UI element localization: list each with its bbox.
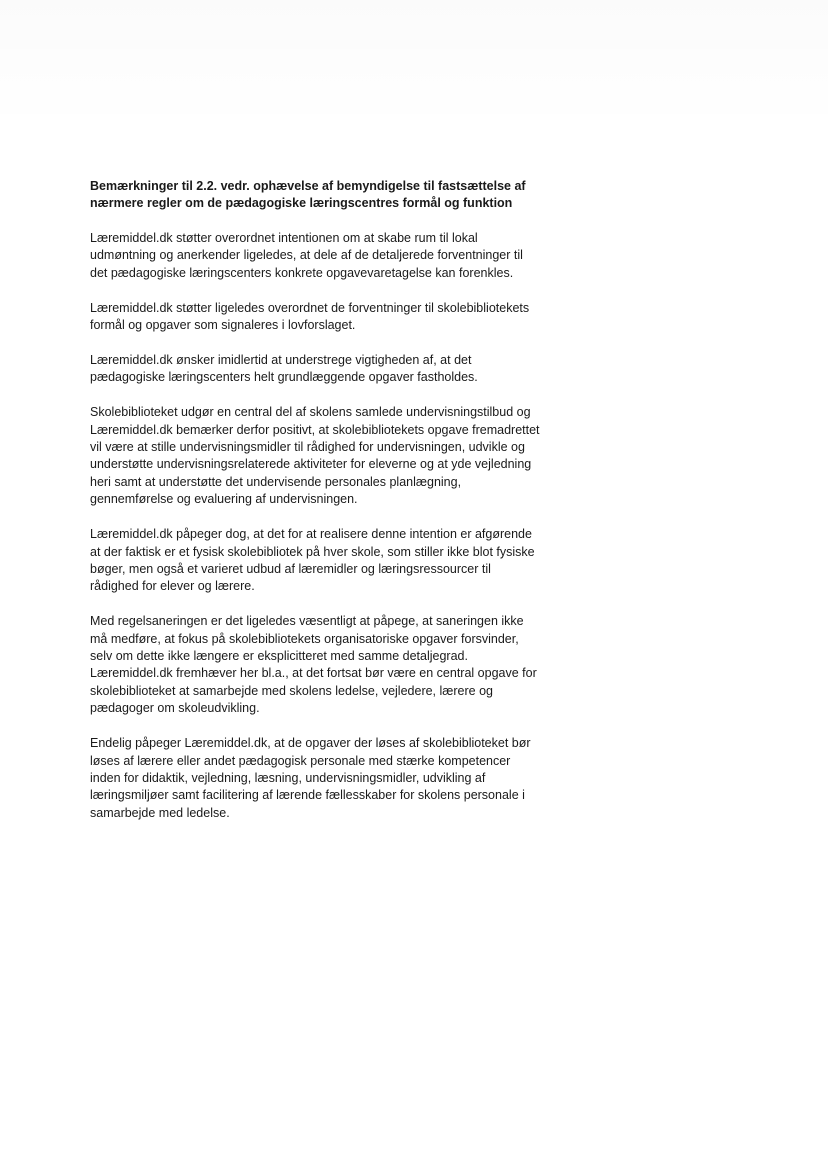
paragraph-intention bbox=[90, 230, 590, 282]
paragraph-regulation bbox=[90, 613, 590, 717]
paragraph-school-library bbox=[90, 404, 590, 508]
paragraph-line: udmøntning og anerkender ligeledes, at dele af de detaljerede forventninger til bbox=[90, 248, 523, 263]
paragraph-line: formål og opgaver som signaleres i lovforslaget. bbox=[90, 317, 356, 332]
paragraph-line: Læremiddel.dk bemærker derfor positivt, at skolebibliotekets opgave fremadrettet bbox=[90, 422, 540, 437]
scan-shading bbox=[0, 0, 828, 130]
paragraph-line: Læremiddel.dk fremhæver her bl.a., at det fortsat bør være en central opgave for bbox=[90, 666, 537, 681]
paragraph-line: samarbejde med ledelse. bbox=[90, 805, 230, 820]
paragraph-line: Læremiddel.dk ønsker imidlertid at understrege vigtigheden af, at det bbox=[90, 352, 472, 367]
paragraph-line: understøtte undervisningsrelaterede aktiviteter for eleverne og at yde vejledning bbox=[90, 457, 532, 472]
paragraph-line: selv om dette ikke længere er eksplicitteret med samme detaljegrad. bbox=[90, 649, 468, 664]
paragraph-line: at der faktisk er et fysisk skolebibliotek på hver skole, som stiller ikke blot fysiske bbox=[90, 544, 535, 559]
paragraph-physical-library bbox=[90, 526, 590, 596]
paragraph-line: gennemførelse og evaluering af undervisningen. bbox=[90, 492, 358, 507]
paragraph-staff-competence bbox=[90, 735, 590, 822]
paragraph-line: løses af lærere eller andet pædagogisk personale med stærke kompetencer bbox=[90, 753, 511, 768]
paragraph-line: inden for didaktik, vejledning, læsning, undervisningsmidler, udvikling af bbox=[90, 770, 486, 785]
paragraph-line: det pædagogiske læringscenters konkrete opgavevaretagelse kan forenkles. bbox=[90, 265, 514, 280]
paragraph-line: Med regelsaneringen er det ligeledes væsentligt at påpege, at saneringen ikke bbox=[90, 614, 524, 629]
paragraph-line: pædagogiske læringscenters helt grundlæggende opgaver fastholdes. bbox=[90, 370, 478, 385]
paragraph-line: Endelig påpeger Læremiddel.dk, at de opgaver der løses af skolebiblioteket bør bbox=[90, 736, 531, 751]
paragraph-line: rådighed for elever og lærere. bbox=[90, 579, 255, 594]
paragraph-line: må medføre, at fokus på skolebibliotekets organisatoriske opgaver forsvinder, bbox=[90, 631, 519, 646]
paragraph-core-tasks bbox=[90, 352, 590, 387]
heading-line: nærmere regler om de pædagogiske læringscentres formål og funktion bbox=[90, 196, 513, 211]
heading-line: Bemærkninger til 2.2. vedr. ophævelse af bemyndigelse til fastsættelse af bbox=[90, 179, 526, 193]
section-heading bbox=[90, 178, 590, 213]
paragraph-line: heri samt at understøtte det undervisende personales planlægning, bbox=[90, 474, 462, 489]
paragraph-line: Læremiddel.dk påpeger dog, at det for at realisere denne intention er afgørende bbox=[90, 527, 532, 542]
paragraph-line: bøger, men også et varieret udbud af læremidler og læringsressourcer til bbox=[90, 561, 491, 576]
paragraph-line: Skolebiblioteket udgør en central del af skolens samlede undervisningstilbud og bbox=[90, 405, 531, 420]
paragraph-line: pædagoger om skoleudvikling. bbox=[90, 701, 260, 716]
paragraph-line: vil være at stille undervisningsmidler til rådighed for undervisningen, udvikle og bbox=[90, 439, 525, 454]
paragraph-line: læringsmiljøer samt facilitering af lærende fællesskaber for skolens personale i bbox=[90, 788, 525, 803]
document-body bbox=[90, 178, 590, 840]
paragraph-line: Læremiddel.dk støtter ligeledes overordnet de forventninger til skolebibliotekets bbox=[90, 300, 530, 315]
paragraph-expectations bbox=[90, 300, 590, 335]
paragraph-line: skolebiblioteket at samarbejde med skolens ledelse, vejledere, lærere og bbox=[90, 683, 493, 698]
paragraph-line: Læremiddel.dk støtter overordnet intentionen om at skabe rum til lokal bbox=[90, 230, 478, 245]
